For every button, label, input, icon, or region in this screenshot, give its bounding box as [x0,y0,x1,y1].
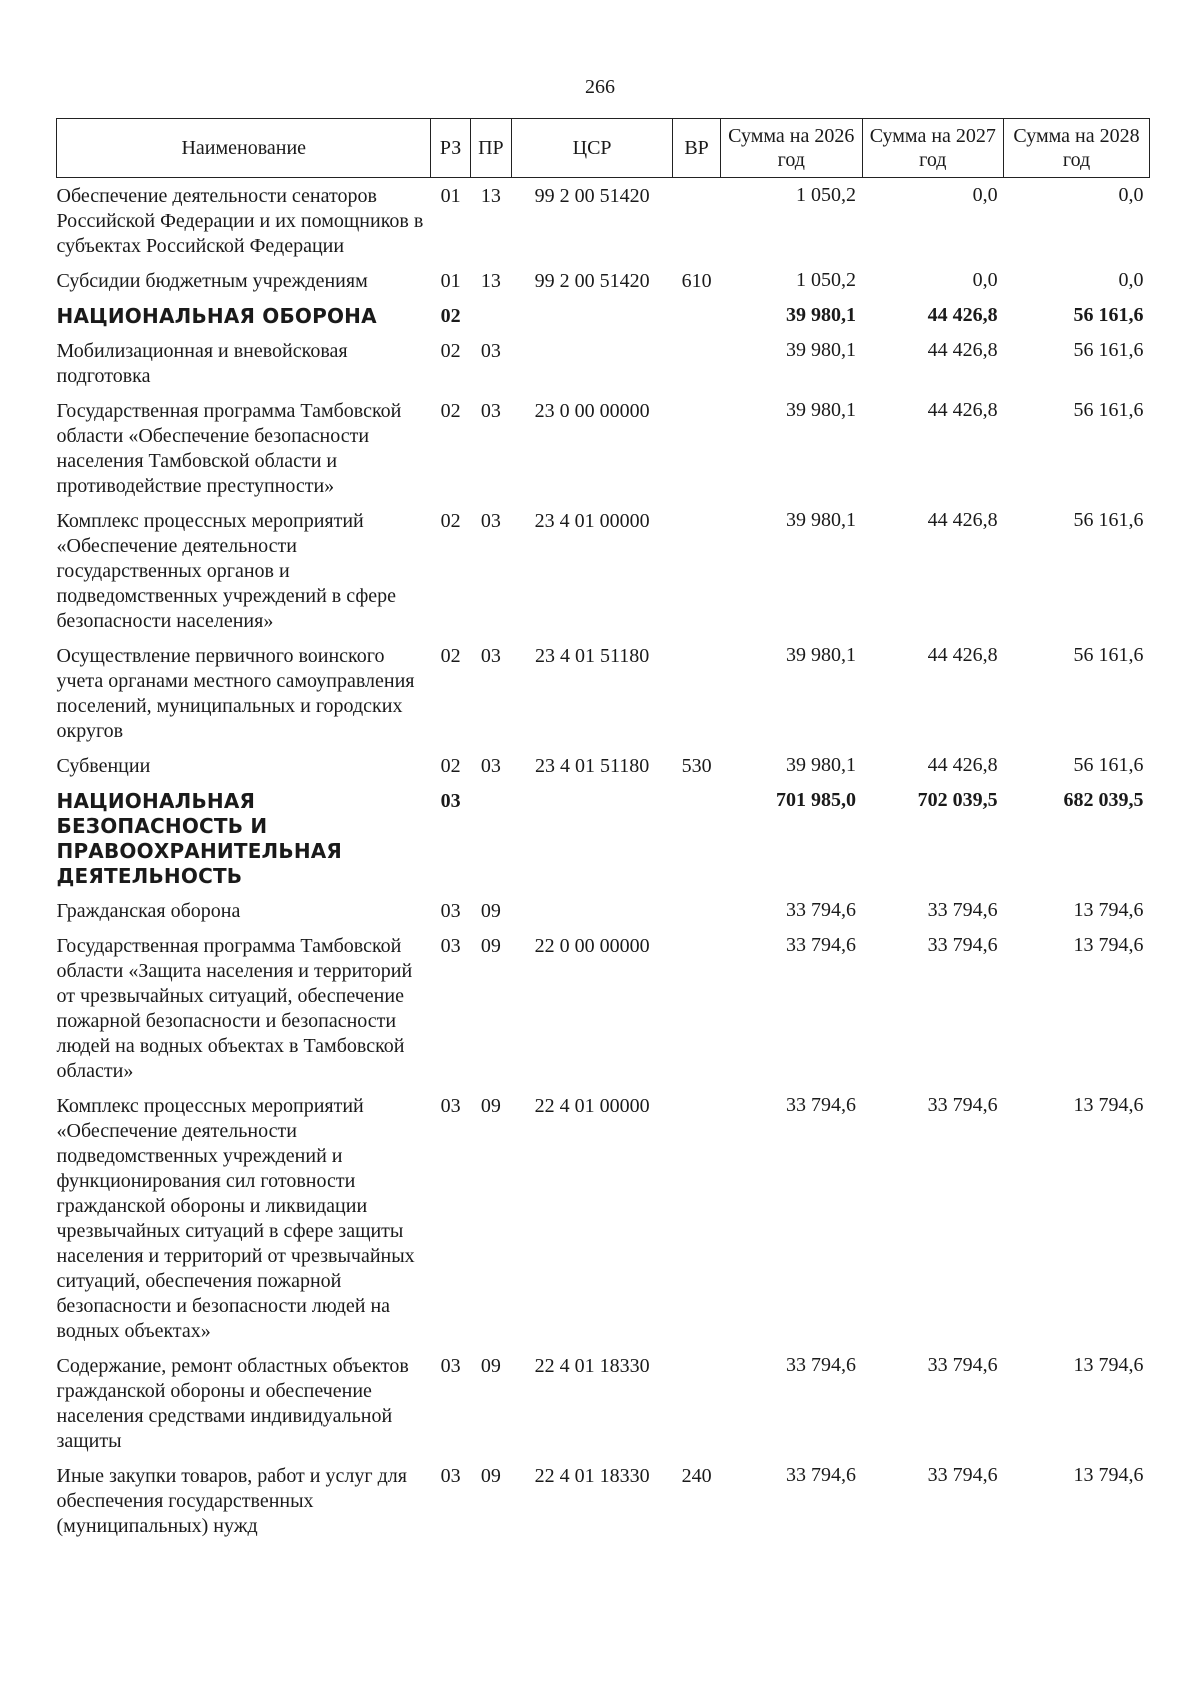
cell-csr [512,298,673,333]
header-rz: РЗ [431,119,470,178]
budget-table [56,118,1150,1543]
cell-sum-2027: 44 426,8 [927,304,998,326]
cell-sum-2026: 39 980,1 [786,399,857,421]
cell-sum-2028: 56 161,6 [1073,399,1144,421]
cell-csr [512,333,673,393]
cell-pr: 03 [480,645,501,667]
cell-vr [673,928,721,1088]
cell-sum-2028: 13 794,6 [1073,1354,1144,1376]
header-sum-2027: Сумма на 2027 год [862,119,1004,178]
cell-csr [512,893,673,928]
cell-csr: 23 4 01 51180 [534,645,650,667]
cell-pr: 13 [480,270,501,292]
cell-pr: 09 [480,1465,501,1487]
cell-sum-2026: 33 794,6 [786,899,857,921]
table-row [57,1088,1150,1348]
cell-sum-2026: 33 794,6 [786,1464,857,1486]
cell-vr [673,393,721,503]
cell-rz: 03 [440,1095,461,1117]
cell-pr: 09 [480,935,501,957]
cell-name: НАЦИОНАЛЬНАЯ ОБОРОНА [56,304,377,328]
header-csr: ЦСР [512,119,673,178]
cell-sum-2027: 33 794,6 [927,1464,998,1486]
cell-sum-2027: 33 794,6 [927,1354,998,1376]
cell-csr: 23 4 01 51180 [534,755,650,777]
cell-sum-2026: 33 794,6 [786,1094,857,1116]
cell-pr: 09 [480,1355,501,1377]
cell-name: Государственная программа Тамбовской области «Обеспечение безопасности населения Тамбовской области и противодействие преступности» [56,400,402,497]
cell-sum-2028: 56 161,6 [1073,509,1144,531]
cell-sum-2026: 39 980,1 [786,754,857,776]
cell-pr: 03 [480,755,501,777]
cell-sum-2027: 33 794,6 [927,899,998,921]
cell-sum-2028: 682 039,5 [1063,789,1144,811]
cell-sum-2026: 701 985,0 [776,789,857,811]
cell-sum-2026: 39 980,1 [786,339,857,361]
table-body [57,178,1150,1544]
table-row [57,928,1150,1088]
cell-rz: 03 [440,900,461,922]
cell-sum-2026: 39 980,1 [786,509,857,531]
table-row [57,1348,1150,1458]
cell-csr: 99 2 00 51420 [534,185,650,207]
cell-sum-2028: 56 161,6 [1073,304,1144,326]
cell-sum-2027: 44 426,8 [927,339,998,361]
cell-sum-2026: 39 980,1 [786,644,857,666]
cell-sum-2028: 56 161,6 [1073,644,1144,666]
cell-sum-2027: 44 426,8 [927,754,998,776]
table-header [57,119,1150,178]
cell-vr [673,893,721,928]
table-row [57,893,1150,928]
cell-vr: 610 [681,270,712,292]
cell-name: Содержание, ремонт областных объектов гражданской обороны и обеспечение населения средствами индивидуальной защиты [56,1355,409,1452]
cell-sum-2028: 56 161,6 [1073,339,1144,361]
cell-pr: 03 [480,340,501,362]
cell-vr: 240 [681,1465,712,1487]
table-row [57,748,1150,783]
cell-sum-2027: 702 039,5 [917,789,998,811]
cell-rz: 02 [440,400,461,422]
cell-rz: 03 [440,1465,461,1487]
header-sum-2026: Сумма на 2026 год [721,119,863,178]
cell-sum-2028: 13 794,6 [1073,899,1144,921]
cell-name: Мобилизационная и вневойсковая подготовка [56,340,348,387]
cell-sum-2028: 0,0 [1118,269,1144,291]
cell-sum-2027: 33 794,6 [927,1094,998,1116]
cell-sum-2027: 44 426,8 [927,399,998,421]
cell-name: Комплекс процессных мероприятий «Обеспечение деятельности подведомственных учреждений и функционирования сил готовности гражданской обороны и ликвидации чрезвычайных ситуаций в сфере защиты населения и территорий от чрезвычайных ситуаций, обеспечения пожарной безопасности и безопасности людей на водных объектах» [56,1095,415,1342]
cell-sum-2028: 13 794,6 [1073,1094,1144,1116]
table-row [57,263,1150,298]
cell-csr: 22 0 00 00000 [534,935,650,957]
cell-rz: 02 [440,340,461,362]
cell-vr [673,503,721,638]
cell-rz: 01 [440,185,461,207]
cell-vr [673,1088,721,1348]
cell-sum-2027: 0,0 [972,184,998,206]
table-row [57,503,1150,638]
cell-csr [512,783,673,893]
cell-sum-2026: 33 794,6 [786,1354,857,1376]
cell-sum-2028: 0,0 [1118,184,1144,206]
cell-name: НАЦИОНАЛЬНАЯ БЕЗОПАСНОСТЬ И ПРАВООХРАНИТЕЛЬНАЯ ДЕЯТЕЛЬНОСТЬ [56,789,343,888]
cell-name: Комплекс процессных мероприятий «Обеспечение деятельности государственных органов и подведомственных учреждений в сфере безопасности населения» [56,510,397,632]
header-name: Наименование [57,119,431,178]
cell-rz: 02 [440,305,461,327]
cell-csr: 23 4 01 00000 [534,510,650,532]
header-sum-2028: Сумма на 2028 год [1004,119,1150,178]
cell-rz: 01 [440,270,461,292]
cell-sum-2027: 44 426,8 [927,509,998,531]
cell-vr [673,783,721,893]
cell-vr [673,1348,721,1458]
cell-name: Государственная программа Тамбовской области «Защита населения и территорий от чрезвычайных ситуаций, обеспечение пожарной безопасности и безопасности людей на водных объектах в Тамбовской области» [56,935,413,1082]
cell-vr [673,178,721,264]
cell-rz: 02 [440,510,461,532]
table-row [57,638,1150,748]
cell-pr [470,298,511,333]
table-row [57,1458,1150,1543]
cell-rz: 02 [440,755,461,777]
cell-vr [673,638,721,748]
cell-csr: 22 4 01 18330 [534,1465,650,1487]
cell-sum-2028: 56 161,6 [1073,754,1144,776]
cell-rz: 03 [440,790,461,812]
header-vr: ВР [673,119,721,178]
cell-name: Иные закупки товаров, работ и услуг для обеспечения государственных (муниципальных) нужд [56,1465,407,1537]
cell-rz: 03 [440,1355,461,1377]
cell-name: Гражданская оборона [56,900,241,922]
cell-name: Обеспечение деятельности сенаторов Российской Федерации и их помощников в субъектах Российской Федерации [56,185,424,257]
table-row [57,333,1150,393]
cell-pr: 09 [480,900,501,922]
cell-sum-2026: 39 980,1 [786,304,857,326]
section-row [57,783,1150,893]
cell-sum-2027: 33 794,6 [927,934,998,956]
cell-pr: 13 [480,185,501,207]
cell-name: Осуществление первичного воинского учета органами местного самоуправления поселений, муниципальных и городских округов [56,645,415,742]
cell-vr [673,333,721,393]
cell-rz: 02 [440,645,461,667]
cell-name: Субсидии бюджетным учреждениям [56,270,368,292]
cell-csr: 22 4 01 18330 [534,1355,650,1377]
cell-sum-2026: 1 050,2 [796,269,857,291]
cell-pr: 03 [480,400,501,422]
cell-vr: 530 [681,755,712,777]
cell-pr [470,783,511,893]
cell-pr: 03 [480,510,501,532]
cell-csr: 22 4 01 00000 [534,1095,650,1117]
section-row [57,298,1150,333]
cell-sum-2026: 33 794,6 [786,934,857,956]
table-row [57,178,1150,264]
page-number: 266 [585,76,615,98]
cell-sum-2028: 13 794,6 [1073,1464,1144,1486]
table-row [57,393,1150,503]
cell-sum-2027: 0,0 [972,269,998,291]
cell-sum-2027: 44 426,8 [927,644,998,666]
cell-rz: 03 [440,935,461,957]
cell-csr: 23 0 00 00000 [534,400,650,422]
cell-sum-2026: 1 050,2 [796,184,857,206]
header-pr: ПР [470,119,511,178]
cell-name: Субвенции [56,755,151,777]
cell-sum-2028: 13 794,6 [1073,934,1144,956]
cell-pr: 09 [480,1095,501,1117]
cell-vr [673,298,721,333]
cell-csr: 99 2 00 51420 [534,270,650,292]
